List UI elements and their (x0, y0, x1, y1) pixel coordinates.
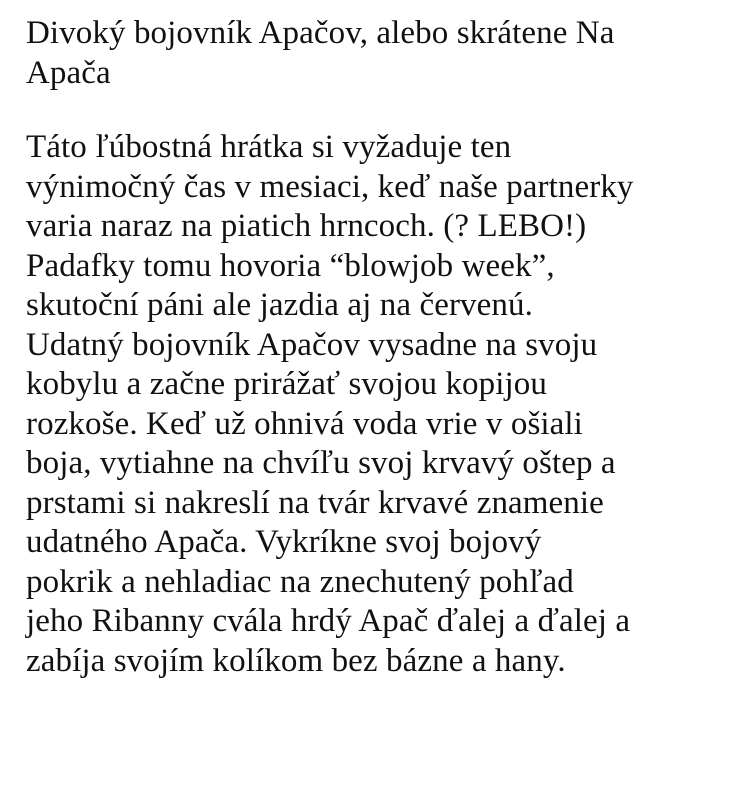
body-line: varia naraz na piatich hrncoch. (? LEBO!) (26, 208, 587, 244)
body-line: pokrik a nehladiac na znechutený pohľad (26, 563, 574, 600)
body-line: prstami si nakreslí na tvár krvavé znamenie (26, 484, 604, 521)
body-line: Padafky tomu hovoria “blowjob week”, (26, 247, 555, 284)
body-line: jeho Ribanny cvála hrdý Apač ďalej a ďalej a (26, 603, 631, 639)
document (26, 14, 746, 681)
body-line: Udatný bojovník Apačov vysadne na svoju (26, 326, 598, 363)
document-title (26, 14, 746, 93)
body-line: výnimočný čas v mesiaci, keď naše partnerky (26, 168, 634, 205)
body-line: Táto ľúbostná hrátka si vyžaduje ten (26, 129, 512, 165)
body-line: rozkoše. Keď už ohnivá voda vrie v ošiali (26, 405, 583, 442)
body-line: udatného Apača. Vykríkne svoj bojový (26, 524, 542, 560)
body-line: boja, vytiahne na chvíľu svoj krvavý oštep a (26, 445, 616, 481)
body-line: zabíja svojím kolíkom bez bázne a hany. (26, 642, 566, 679)
document-body (26, 128, 746, 681)
body-line: skutoční páni ale jazdia aj na červenú. (26, 287, 533, 323)
title-line: Apača (26, 54, 111, 91)
body-line: kobylu a začne prirážať svojou kopijou (26, 366, 547, 402)
title-line: Divoký bojovník Apačov, alebo skrátene Na (26, 15, 615, 51)
